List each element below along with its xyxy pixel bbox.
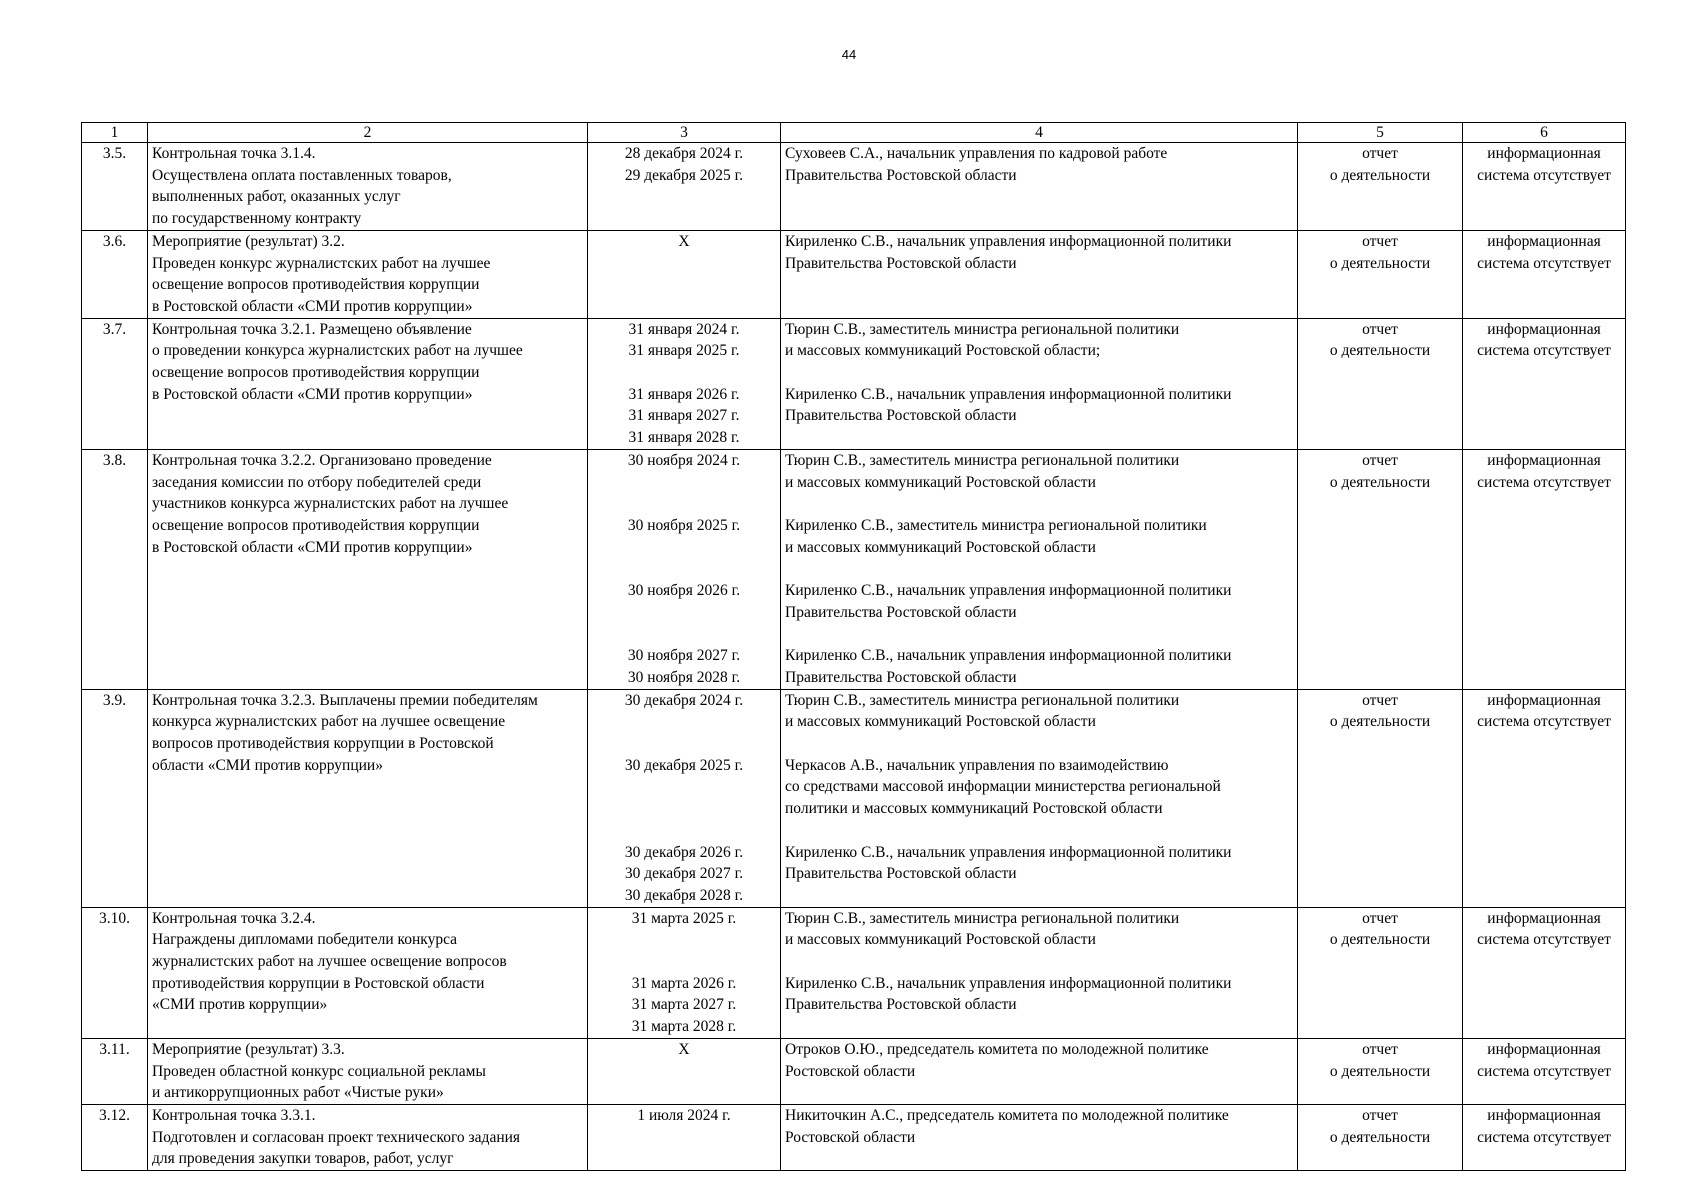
report-type: отчет о деятельности [1298,1104,1463,1170]
table-row [82,907,1626,1038]
column-number: 1 [82,123,148,143]
report-type: отчет о деятельности [1298,230,1463,318]
table-row [82,1038,1626,1104]
information-system: информационная система отсутствует [1463,318,1626,449]
report-type: отчет о деятельности [1298,449,1463,689]
deadline-dates: 30 ноября 2024 г. 30 ноября 2025 г. 30 ноября 2026 г. 30 ноября 2027 г. 30 ноября 2028 г. [588,449,781,689]
responsible-person: Тюрин С.В., заместитель министра региональной политики и массовых коммуникаций Ростовской области Кириленко С.В., начальник управления информационной политики Правительства Ростовской области [781,907,1298,1038]
deadline-dates: 31 января 2024 г. 31 января 2025 г. 31 января 2026 г. 31 января 2027 г. 31 января 2028 г. [588,318,781,449]
event-name: Контрольная точка 3.2.4. Награждены дипломами победители конкурса журналистских работ на лучшее освещение вопросов противодействия коррупции в Ростовской области «СМИ против коррупции» [148,907,588,1038]
row-number: 3.10. [82,907,148,1038]
responsible-person: Отроков О.Ю., председатель комитета по молодежной политике Ростовской области [781,1038,1298,1104]
table-row [82,143,1626,231]
information-system: информационная система отсутствует [1463,143,1626,231]
report-type: отчет о деятельности [1298,318,1463,449]
responsible-person: Тюрин С.В., заместитель министра региональной политики и массовых коммуникаций Ростовской области Черкасов А.В., начальник управления по взаимодействию со средствами массовой информации министерства региональной политики и массовых коммуникаций Ростовской области Кириленко С.В., начальник управления информационной политики Правительства Ростовской области [781,689,1298,907]
event-name: Контрольная точка 3.2.3. Выплачены премии победителям конкурса журналистских работ на лучшее освещение вопросов противодействия коррупции в Ростовской области «СМИ против коррупции» [148,689,588,907]
event-name: Контрольная точка 3.2.1. Размещено объявление о проведении конкурса журналистских работ на лучшее освещение вопросов противодействия коррупции в Ростовской области «СМИ против коррупции» [148,318,588,449]
deadline-dates: X [588,1038,781,1104]
information-system: информационная система отсутствует [1463,230,1626,318]
event-name: Контрольная точка 3.2.2. Организовано проведение заседания комиссии по отбору победителей среди участников конкурса журналистских работ на лучшее освещение вопросов противодействия коррупции в Ростовской области «СМИ против коррупции» [148,449,588,689]
table-row [82,230,1626,318]
information-system: информационная система отсутствует [1463,1038,1626,1104]
table-row [82,1104,1626,1170]
column-number: 6 [1463,123,1626,143]
responsible-person: Суховеев С.А., начальник управления по кадровой работе Правительства Ростовской области [781,143,1298,231]
plan-table [81,122,1626,1171]
row-number: 3.8. [82,449,148,689]
column-number: 2 [148,123,588,143]
event-name: Мероприятие (результат) 3.3. Проведен областной конкурс социальной рекламы и антикоррупционных работ «Чистые руки» [148,1038,588,1104]
deadline-dates: 30 декабря 2024 г. 30 декабря 2025 г. 30 декабря 2026 г. 30 декабря 2027 г. 30 декабря 2028 г. [588,689,781,907]
information-system: информационная система отсутствует [1463,689,1626,907]
report-type: отчет о деятельности [1298,143,1463,231]
column-number: 5 [1298,123,1463,143]
event-name: Контрольная точка 3.3.1. Подготовлен и согласован проект технического задания для проведения закупки товаров, работ, услуг [148,1104,588,1170]
deadline-dates: X [588,230,781,318]
deadline-dates: 1 июля 2024 г. [588,1104,781,1170]
row-number: 3.7. [82,318,148,449]
page-number: 44 [841,47,857,62]
report-type: отчет о деятельности [1298,907,1463,1038]
information-system: информационная система отсутствует [1463,907,1626,1038]
deadline-dates: 31 марта 2025 г. 31 марта 2026 г. 31 марта 2027 г. 31 марта 2028 г. [588,907,781,1038]
information-system: информационная система отсутствует [1463,449,1626,689]
row-number: 3.6. [82,230,148,318]
event-name: Контрольная точка 3.1.4. Осуществлена оплата поставленных товаров, выполненных работ, оказанных услуг по государственному контракту [148,143,588,231]
table-row [82,449,1626,689]
event-name: Мероприятие (результат) 3.2. Проведен конкурс журналистских работ на лучшее освещение вопросов противодействия коррупции в Ростовской области «СМИ против коррупции» [148,230,588,318]
table-row [82,318,1626,449]
column-number-row [82,123,1626,143]
responsible-person: Тюрин С.В., заместитель министра региональной политики и массовых коммуникаций Ростовской области Кириленко С.В., заместитель министра региональной политики и массовых коммуникаций Ростовской области Кириленко С.В., начальник управления информационной политики Правительства Ростовской области Кириленко С.В., начальник управления информационной политики Правительства Ростовской области [781,449,1298,689]
deadline-dates: 28 декабря 2024 г. 29 декабря 2025 г. [588,143,781,231]
report-type: отчет о деятельности [1298,1038,1463,1104]
row-number: 3.5. [82,143,148,231]
row-number: 3.9. [82,689,148,907]
row-number: 3.12. [82,1104,148,1170]
column-number: 4 [781,123,1298,143]
row-number: 3.11. [82,1038,148,1104]
table-row [82,689,1626,907]
column-number: 3 [588,123,781,143]
information-system: информационная система отсутствует [1463,1104,1626,1170]
responsible-person: Тюрин С.В., заместитель министра региональной политики и массовых коммуникаций Ростовской области; Кириленко С.В., начальник управления информационной политики Правительства Ростовской области [781,318,1298,449]
responsible-person: Никиточкин А.С., председатель комитета по молодежной политике Ростовской области [781,1104,1298,1170]
report-type: отчет о деятельности [1298,689,1463,907]
responsible-person: Кириленко С.В., начальник управления информационной политики Правительства Ростовской области [781,230,1298,318]
